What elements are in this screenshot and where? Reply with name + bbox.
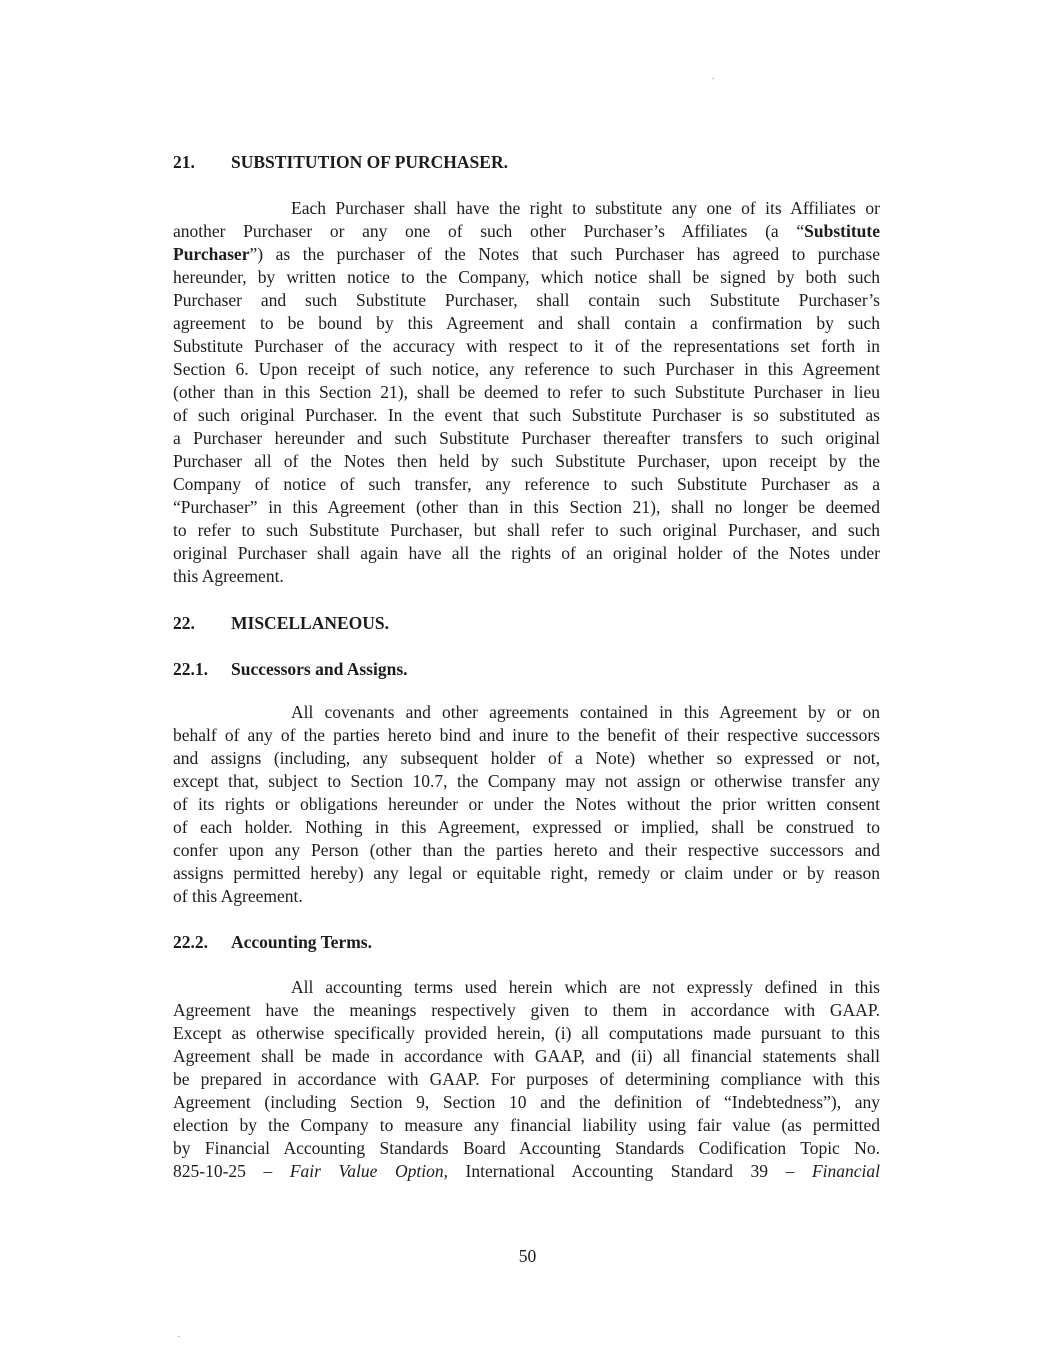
paragraph-line: 825-10-25 – Fair Value Option, International Accounting Standard 39 – Financial — [173, 1161, 881, 1181]
paragraph-line: of this Agreement. — [173, 886, 303, 906]
paragraph-line: assigns permitted hereby) any legal or equitable right, remedy or claim under or by reason — [173, 863, 880, 883]
section-22-1-paragraph — [173, 701, 880, 908]
paragraph-line: Company of notice of such transfer, any reference to such Substitute Purchaser as a — [173, 474, 880, 494]
section-number: 21. — [173, 152, 195, 172]
paragraph-line: Section 6. Upon receipt of such notice, any reference to such Purchaser in this Agreement — [173, 359, 880, 379]
section-number: 22.1. — [173, 659, 208, 679]
section-22-2-heading — [173, 932, 372, 953]
paragraph-line: behalf of any of the parties hereto bind and inure to the benefit of their respective successors — [173, 725, 880, 745]
paragraph-line: (other than in this Section 21), shall be deemed to refer to such Substitute Purchaser in lieu — [173, 382, 880, 402]
paragraph-line: be prepared in accordance with GAAP. For purposes of determining compliance with this — [173, 1069, 880, 1089]
paragraph-line: original Purchaser shall again have all the rights of an original holder of the Notes under — [173, 543, 880, 563]
paragraph-line: Purchaser and such Substitute Purchaser, shall contain such Substitute Purchaser’s — [173, 290, 880, 310]
paragraph-line: by Financial Accounting Standards Board Accounting Standards Codification Topic No. — [173, 1138, 880, 1158]
paragraph-line: a Purchaser hereunder and such Substitute Purchaser thereafter transfers to such original — [173, 428, 880, 448]
scan-speck — [712, 78, 714, 79]
paragraph-line: agreement to be bound by this Agreement and shall contain a confirmation by such — [173, 313, 880, 333]
paragraph-line: to refer to such Substitute Purchaser, but shall refer to such original Purchaser, and such — [173, 520, 880, 540]
section-22-heading — [173, 613, 389, 634]
section-title: Accounting Terms. — [231, 932, 372, 952]
paragraph-line: Each Purchaser shall have the right to substitute any one of its Affiliates or — [291, 198, 880, 218]
paragraph-line: of such original Purchaser. In the event that such Substitute Purchaser is so substituted as — [173, 405, 880, 425]
paragraph-line: another Purchaser or any one of such other Purchaser’s Affiliates (a “Substitute — [173, 221, 880, 241]
section-21-paragraph — [173, 197, 880, 588]
paragraph-line: All accounting terms used herein which are not expressly defined in this — [291, 977, 880, 997]
section-21-heading — [173, 152, 508, 173]
paragraph-line: election by the Company to measure any financial liability using fair value (as permitted — [173, 1115, 880, 1135]
section-number: 22. — [173, 613, 195, 633]
paragraph-line: Purchaser”) as the purchaser of the Notes that such Purchaser has agreed to purchase — [173, 244, 880, 264]
paragraph-line: and assigns (including, any subsequent holder of a Note) whether so expressed or not, — [173, 748, 880, 768]
paragraph-line: except that, subject to Section 10.7, the Company may not assign or otherwise transfer any — [173, 771, 880, 791]
paragraph-line: of each holder. Nothing in this Agreement, expressed or implied, shall be construed to — [173, 817, 880, 837]
scan-speck — [178, 1336, 180, 1337]
section-22-2-paragraph — [173, 976, 880, 1183]
section-22-1-heading — [173, 659, 408, 680]
section-title: MISCELLANEOUS. — [231, 613, 390, 633]
paragraph-line: “Purchaser” in this Agreement (other than in this Section 21), shall no longer be deemed — [173, 497, 880, 517]
paragraph-line: Substitute Purchaser of the accuracy with respect to it of the representations set forth in — [173, 336, 880, 356]
paragraph-line: hereunder, by written notice to the Company, which notice shall be signed by both such — [173, 267, 880, 287]
paragraph-line: Agreement have the meanings respectively given to them in accordance with GAAP. — [173, 1000, 880, 1020]
paragraph-line: All covenants and other agreements contained in this Agreement by or on — [291, 702, 880, 722]
paragraph-line: Agreement (including Section 9, Section 10 and the definition of “Indebtedness”), any — [173, 1092, 880, 1112]
section-title: Successors and Assigns. — [231, 659, 408, 679]
section-title: SUBSTITUTION OF PURCHASER. — [231, 152, 508, 172]
page-number: 50 — [518, 1246, 537, 1266]
section-number: 22.2. — [173, 932, 208, 952]
paragraph-line: of its rights or obligations hereunder or under the Notes without the prior written consent — [173, 794, 880, 814]
paragraph-line: Except as otherwise specifically provided herein, (i) all computations made pursuant to this — [173, 1023, 880, 1043]
paragraph-line: Agreement shall be made in accordance with GAAP, and (ii) all financial statements shall — [173, 1046, 880, 1066]
paragraph-line: confer upon any Person (other than the parties hereto and their respective successors and — [173, 840, 880, 860]
paragraph-line: Purchaser all of the Notes then held by such Substitute Purchaser, upon receipt by the — [173, 451, 880, 471]
paragraph-line: this Agreement. — [173, 566, 284, 586]
